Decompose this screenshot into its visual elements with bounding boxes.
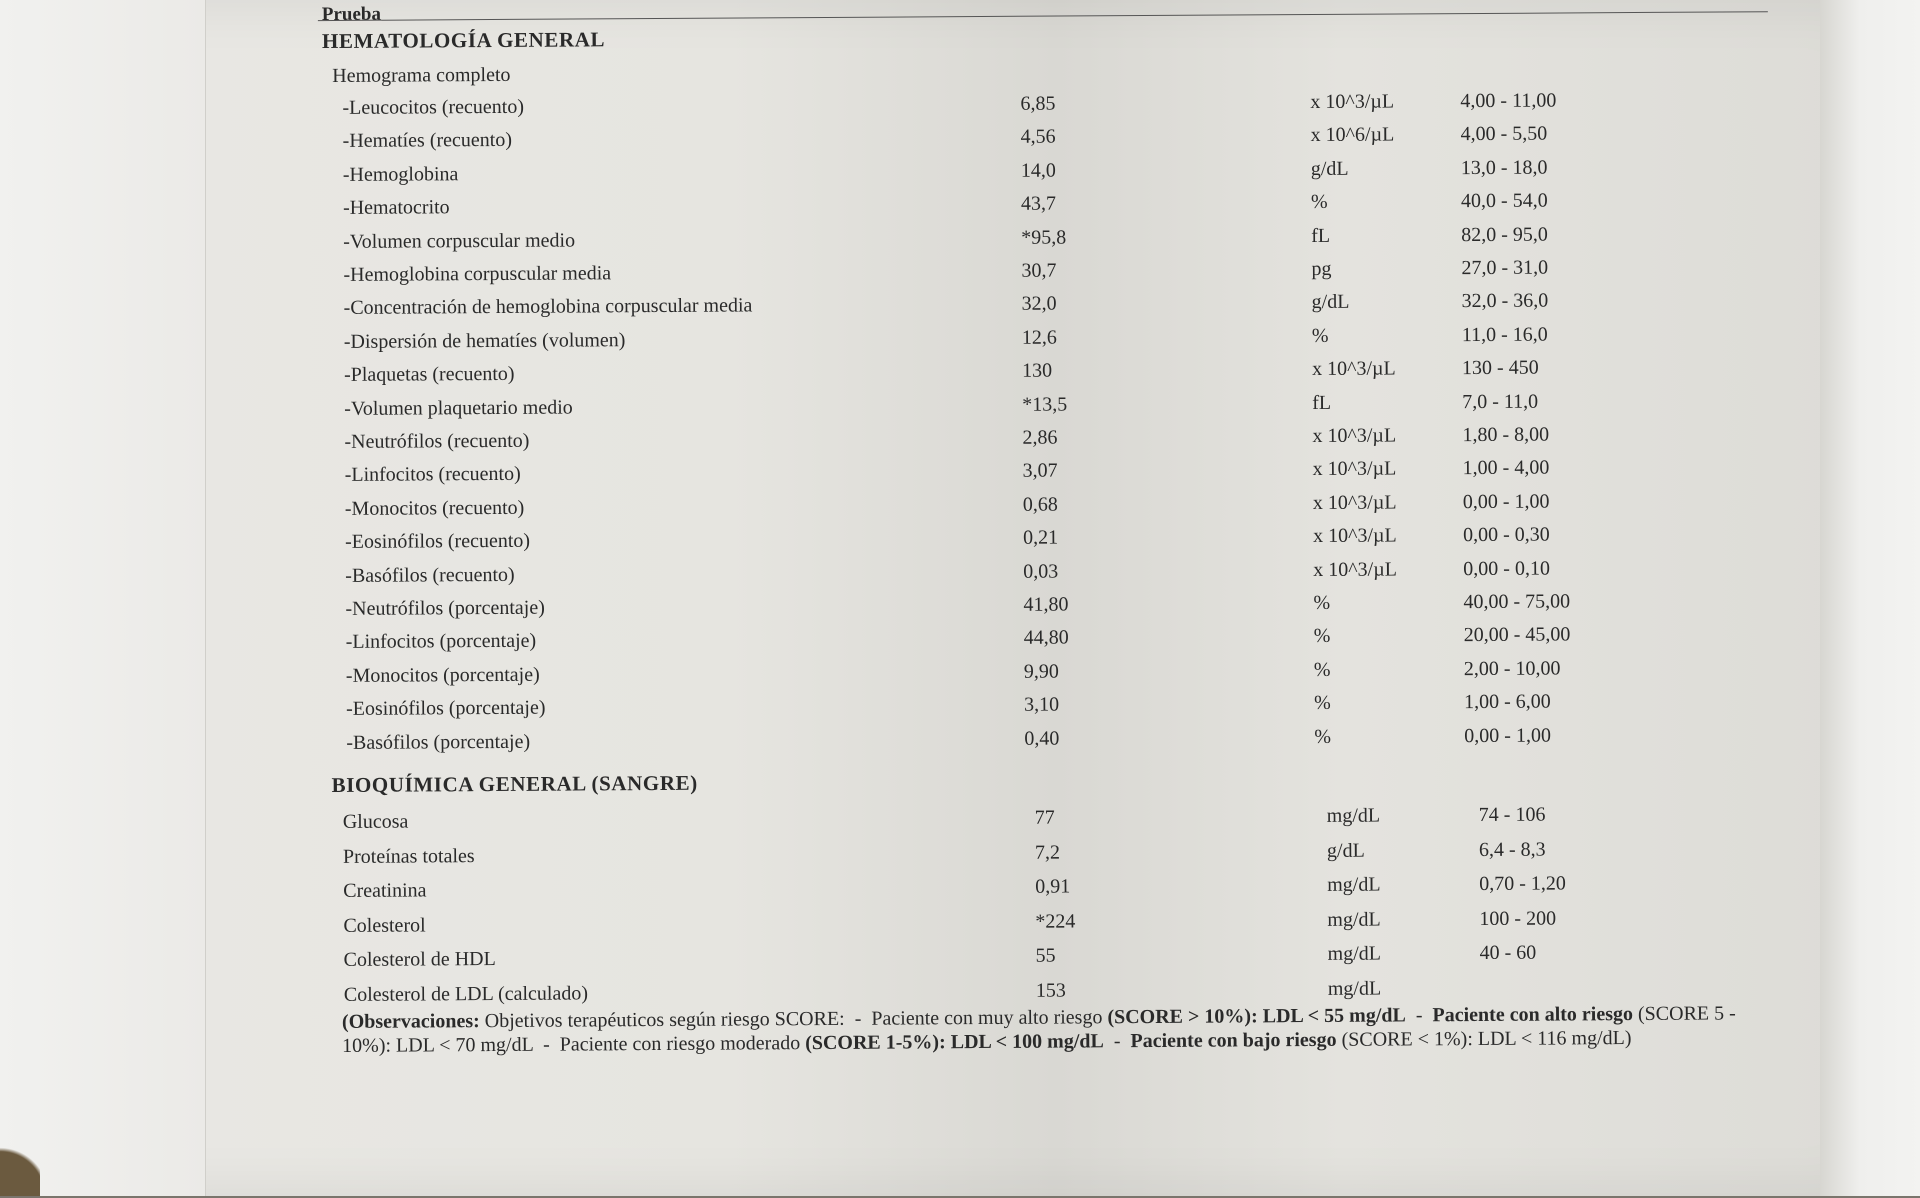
test-name: -Hemoglobina bbox=[342, 163, 459, 186]
reference-range: 32,0 - 36,0 bbox=[1461, 289, 1549, 313]
unit: fL bbox=[1312, 391, 1332, 414]
reference-range: 0,00 - 1,00 bbox=[1462, 490, 1550, 513]
unit: x 10^3/µL bbox=[1312, 424, 1397, 448]
test-name: -Hematocrito bbox=[342, 196, 450, 220]
result-value: 0,21 bbox=[1022, 526, 1059, 549]
unit: mg/dL bbox=[1327, 977, 1382, 1000]
test-name: -Volumen corpuscular medio bbox=[343, 229, 576, 253]
unit: fL bbox=[1311, 224, 1331, 247]
result-value: 2,86 bbox=[1022, 426, 1058, 449]
section-title-hematology: HEMATOLOGÍA GENERAL bbox=[321, 27, 606, 54]
test-name: -Hemoglobina corpuscular media bbox=[343, 262, 612, 286]
observations-intro: Objetivos terapéuticos según riesgo SCORE: bbox=[484, 1007, 845, 1033]
result-value: 4,56 bbox=[1020, 125, 1056, 149]
reference-range: 74 - 106 bbox=[1478, 803, 1546, 826]
test-name: -Dispersión de hematíes (volumen) bbox=[343, 328, 626, 353]
reference-range: 6,4 - 8,3 bbox=[1478, 838, 1546, 861]
observations-block: (Observaciones: Objetivos terapéuticos según riesgo SCORE: - Paciente con muy alto riesgo (SCORE > 10%): LDL < 55 mg/dL - Paciente con alto riesgo (SCORE 5 - 10%): LDL < 70 mg/dL - Paciente con riesgo moderado (SCORE 1-5%): LDL < 100 mg/dL - Paciente con bajo riesgo (SCORE < 1%): LDL < 116 mg/dL) bbox=[341, 1002, 1736, 1057]
unit: pg bbox=[1311, 257, 1332, 281]
reference-range: 0,00 - 0,10 bbox=[1463, 557, 1550, 580]
unit: x 10^3/µL bbox=[1311, 357, 1396, 381]
unit: % bbox=[1314, 692, 1331, 715]
unit: g/dL bbox=[1311, 291, 1350, 314]
unit: x 10^3/µL bbox=[1312, 491, 1397, 514]
observations-label: (Observaciones: bbox=[341, 1010, 480, 1033]
reference-range: 1,00 - 4,00 bbox=[1462, 456, 1550, 480]
result-value: 0,03 bbox=[1023, 560, 1059, 583]
test-name: -Concentración de hemoglobina corpuscular media bbox=[343, 294, 753, 320]
unit: g/dL bbox=[1310, 157, 1349, 180]
reference-range: 4,00 - 11,00 bbox=[1460, 89, 1557, 113]
test-name: -Neutrófilos (porcentaje) bbox=[345, 596, 545, 620]
test-name: Creatinina bbox=[343, 879, 427, 903]
reference-range: 0,00 - 0,30 bbox=[1462, 523, 1550, 547]
result-value: *95,8 bbox=[1021, 226, 1067, 249]
result-value: 7,2 bbox=[1034, 841, 1061, 864]
result-value: 32,0 bbox=[1021, 292, 1057, 316]
result-value: 12,6 bbox=[1021, 326, 1057, 349]
unit: mg/dL bbox=[1326, 804, 1381, 827]
reference-range: 100 - 200 bbox=[1479, 907, 1557, 930]
unit: mg/dL bbox=[1327, 942, 1382, 966]
reference-range: 130 - 450 bbox=[1461, 356, 1539, 380]
obs-item-moderate: Paciente con riesgo moderado (SCORE 1-5%): LDL < 100 mg/dL bbox=[559, 1030, 1104, 1056]
header-rule bbox=[318, 11, 1768, 21]
unit: x 10^3/µL bbox=[1313, 558, 1398, 581]
test-name: -Basófilos (recuento) bbox=[345, 563, 515, 587]
reference-range: 82,0 - 95,0 bbox=[1461, 223, 1548, 246]
unit: mg/dL bbox=[1327, 908, 1381, 931]
test-name: Colesterol bbox=[343, 914, 426, 937]
unit: x 10^3/µL bbox=[1310, 90, 1395, 114]
result-value: 153 bbox=[1035, 979, 1066, 1002]
result-value: 30,7 bbox=[1021, 259, 1057, 282]
test-name: -Volumen plaquetario medio bbox=[344, 396, 573, 420]
unit: % bbox=[1310, 191, 1328, 214]
unit: % bbox=[1314, 725, 1332, 748]
result-value: 6,85 bbox=[1020, 92, 1056, 115]
test-name: -Linfocitos (recuento) bbox=[344, 463, 521, 487]
reference-range: 11,0 - 16,0 bbox=[1461, 323, 1548, 346]
result-value: 55 bbox=[1035, 944, 1056, 968]
test-name: Proteínas totales bbox=[342, 844, 475, 868]
column-header-prueba: Prueba bbox=[321, 3, 382, 26]
test-name: -Leucocitos (recuento) bbox=[342, 95, 525, 119]
result-value: 9,90 bbox=[1023, 660, 1059, 683]
result-value: *13,5 bbox=[1022, 393, 1068, 416]
unit: mg/dL bbox=[1327, 873, 1381, 897]
unit: x 10^6/µL bbox=[1310, 123, 1395, 147]
reference-range: 7,0 - 11,0 bbox=[1462, 390, 1539, 413]
result-value: 77 bbox=[1034, 806, 1055, 829]
test-name: -Hematíes (recuento) bbox=[342, 129, 513, 153]
reference-range: 40,0 - 54,0 bbox=[1460, 189, 1548, 213]
group-title-hemogram: Hemograma completo bbox=[332, 63, 511, 87]
unit: % bbox=[1313, 625, 1331, 648]
result-value: 0,40 bbox=[1024, 727, 1060, 750]
result-value: 43,7 bbox=[1020, 192, 1057, 215]
test-name: Colesterol de HDL bbox=[343, 948, 496, 972]
test-name: -Neutrófilos (recuento) bbox=[344, 429, 530, 453]
obs-item-low: Paciente con bajo riesgo (SCORE < 1%): LDL < 116 mg/dL) bbox=[1130, 1027, 1632, 1053]
unit: x 10^3/µL bbox=[1312, 524, 1397, 548]
test-name: -Plaquetas (recuento) bbox=[343, 363, 515, 387]
test-name: -Monocitos (porcentaje) bbox=[345, 663, 540, 687]
reference-range: 4,00 - 5,50 bbox=[1460, 122, 1548, 146]
unit: g/dL bbox=[1326, 839, 1365, 862]
reference-range: 1,00 - 6,00 bbox=[1463, 690, 1551, 714]
unit: % bbox=[1313, 658, 1331, 681]
result-value: 0,91 bbox=[1035, 875, 1071, 898]
reference-range: 0,70 - 1,20 bbox=[1479, 872, 1566, 896]
result-value: *224 bbox=[1035, 910, 1076, 933]
reference-range: 13,0 - 18,0 bbox=[1460, 156, 1548, 179]
obs-item-very-high: Paciente con muy alto riesgo (SCORE > 10%): LDL < 55 mg/dL bbox=[871, 1004, 1406, 1030]
obs-item-high: Paciente con alto riesgo (SCORE 5 - 10%): LDL < 70 mg/dL bbox=[342, 1002, 1736, 1057]
reference-range: 27,0 - 31,0 bbox=[1461, 256, 1549, 280]
test-name: -Linfocitos (porcentaje) bbox=[345, 630, 537, 654]
test-name: -Basófilos (porcentaje) bbox=[346, 730, 531, 754]
result-value: 0,68 bbox=[1022, 493, 1058, 516]
unit: % bbox=[1313, 591, 1331, 615]
result-value: 44,80 bbox=[1023, 626, 1069, 650]
reference-range: 1,80 - 8,00 bbox=[1462, 423, 1550, 447]
test-name: -Monocitos (recuento) bbox=[344, 496, 525, 520]
reference-range: 20,00 - 45,00 bbox=[1463, 623, 1571, 647]
test-name: -Eosinófilos (recuento) bbox=[345, 529, 531, 554]
result-value: 41,80 bbox=[1023, 593, 1069, 616]
result-value: 130 bbox=[1021, 359, 1053, 382]
section-title-biochemistry: BIOQUÍMICA GENERAL (SANGRE) bbox=[331, 770, 698, 798]
reference-range: 0,00 - 1,00 bbox=[1464, 724, 1552, 747]
result-value: 3,07 bbox=[1022, 459, 1058, 483]
test-name: Glucosa bbox=[342, 810, 409, 833]
reference-range: 40,00 - 75,00 bbox=[1463, 590, 1571, 614]
reference-range: 2,00 - 10,00 bbox=[1463, 657, 1561, 680]
reference-range: 40 - 60 bbox=[1479, 942, 1537, 965]
test-name: -Eosinófilos (porcentaje) bbox=[346, 696, 546, 721]
unit: % bbox=[1311, 324, 1329, 347]
result-value: 3,10 bbox=[1024, 693, 1060, 716]
result-value: 14,0 bbox=[1020, 159, 1056, 182]
unit: x 10^3/µL bbox=[1312, 457, 1397, 481]
test-name: Colesterol de LDL (calculado) bbox=[343, 982, 589, 1006]
